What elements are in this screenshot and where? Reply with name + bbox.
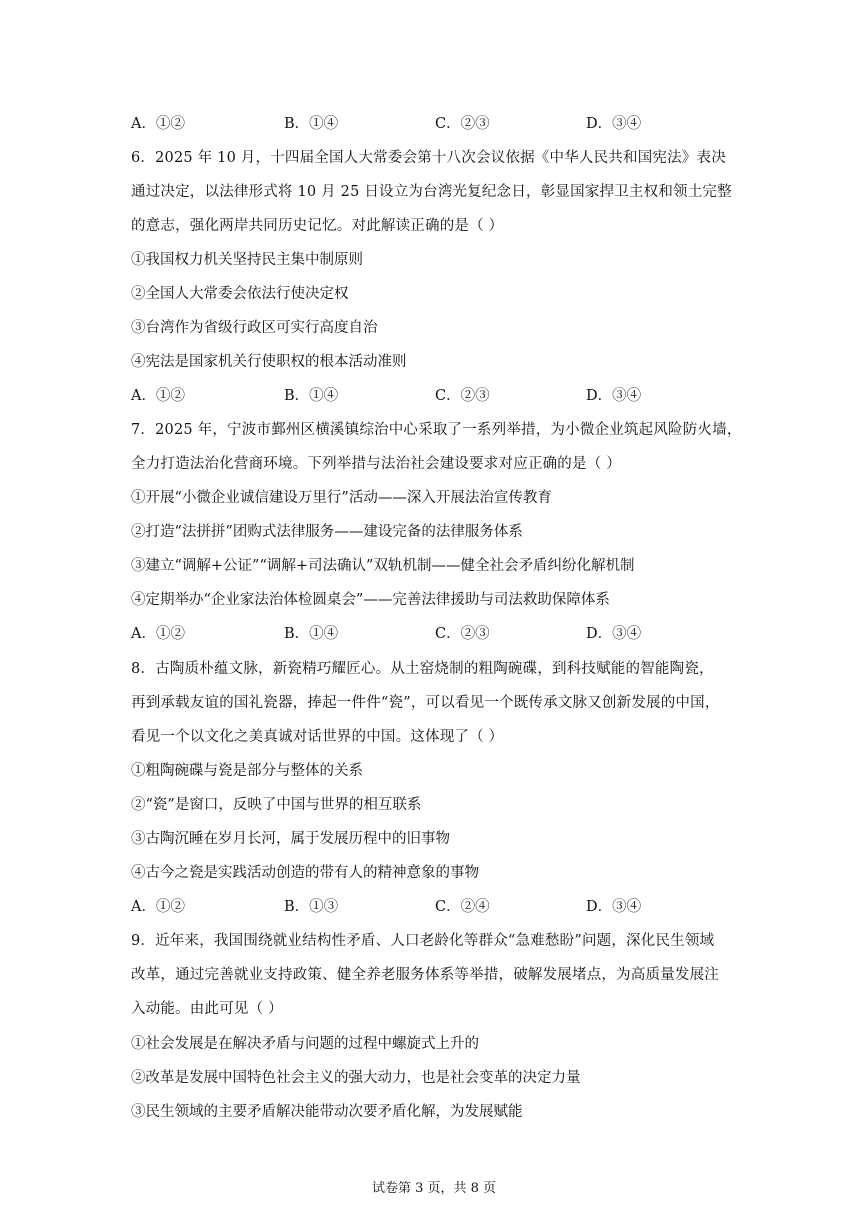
q8-stem-line-1: 8．古陶质朴蕴文脉，新瓷精巧耀匠心。从土窑烧制的粗陶碗碟，到科技赋能的智能陶瓷， [131,661,714,677]
q9-item-1: ①社会发展是在解决矛盾与问题的过程中螺旋式上升的 [131,1036,479,1052]
q6-option-d: D．③④ [586,388,642,404]
q7-stem-line-2: 全力打造法治化营商环境。下列举措与法治社会建设要求对应正确的是（ ） [131,456,621,472]
q5-option-c: C．②③ [435,116,490,132]
q7-stem-line-1: 7．2025 年，宁波市鄞州区横溪镇综治中心采取了一系列举措，为小微企业筑起风险防火墙， [131,422,742,438]
q5-option-d: D．③④ [586,116,642,132]
q9-stem-line-2: 改革，通过完善就业支持政策、健全养老服务体系等举措，破解发展堵点，为高质量发展注 [131,967,719,983]
q6-option-b: B．①④ [284,388,339,404]
q6-stem-line-1: 6．2025 年 10 月，十四届全国人大常委会第十八次会议依据《中华人民共和国宪法》表决 [131,150,726,166]
q8-item-4: ④古今之瓷是实践活动创造的带有人的精神意象的事物 [131,865,479,881]
q5-option-b: B．①④ [284,116,339,132]
page-footer: 试卷第 3 页，共 8 页 [371,1181,497,1196]
q6-item-4: ④宪法是国家机关行使职权的根本活动准则 [131,354,407,370]
q8-item-3: ③古陶沉睡在岁月长河，属于发展历程中的旧事物 [131,831,450,847]
q6-option-a: A．①② [131,388,185,404]
q9-item-3: ③民生领域的主要矛盾解决能带动次要矛盾化解，为发展赋能 [131,1104,523,1120]
q8-option-b: B．①③ [284,899,339,915]
q8-stem-line-2: 再到承载友谊的国礼瓷器，捧起一件件“瓷”，可以看见一个既传承文脉又创新发展的中国， [131,695,720,711]
q7-option-d: D．③④ [586,626,642,642]
q8-item-1: ①粗陶碗碟与瓷是部分与整体的关系 [131,763,363,779]
q5-option-a: A．①② [131,116,185,132]
q8-option-c: C．②④ [435,899,490,915]
q6-stem-line-3: 的意志，强化两岸共同历史记忆。对此解读正确的是（ ） [131,218,504,234]
q8-option-a: A．①② [131,899,185,915]
q7-item-2: ②打造“法拼拼”团购式法律服务——建设完备的法律服务体系 [131,524,523,540]
q7-item-1: ①开展“小微企业诚信建设万里行”活动——深入开展法治宣传教育 [131,490,552,506]
q7-item-3: ③建立“调解+公证”“调解+司法确认”双轨机制——健全社会矛盾纠纷化解机制 [131,558,635,574]
q7-option-c: C．②③ [435,626,490,642]
q6-item-3: ③台湾作为省级行政区可实行高度自治 [131,320,378,336]
q8-stem-line-3: 看见一个以文化之美真诚对话世界的中国。这体现了（ ） [131,729,504,745]
q6-item-2: ②全国人大常委会依法行使决定权 [131,286,349,302]
q8-option-d: D．③④ [586,899,642,915]
q9-item-2: ②改革是发展中国特色社会主义的强大动力，也是社会变革的决定力量 [131,1070,581,1086]
q6-option-c: C．②③ [435,388,490,404]
q6-stem-line-2: 通过决定，以法律形式将 10 月 25 日设立为台湾光复纪念日，彰显国家捍卫主权和领土完整 [131,184,732,200]
q7-option-a: A．①② [131,626,185,642]
q8-item-2: ②“瓷”是窗口，反映了中国与世界的相互联系 [131,797,422,813]
q7-item-4: ④定期举办“企业家法治体检圆桌会”——完善法律援助与司法救助保障体系 [131,592,610,608]
q7-option-b: B．①④ [284,626,339,642]
q6-item-1: ①我国权力机关坚持民主集中制原则 [131,252,363,268]
q9-stem-line-1: 9．近年来，我国围绕就业结构性矛盾、人口老龄化等群众“急难愁盼”问题，深化民生领域 [131,933,715,949]
q9-stem-line-3: 入动能。由此可见（ ） [131,1001,283,1017]
